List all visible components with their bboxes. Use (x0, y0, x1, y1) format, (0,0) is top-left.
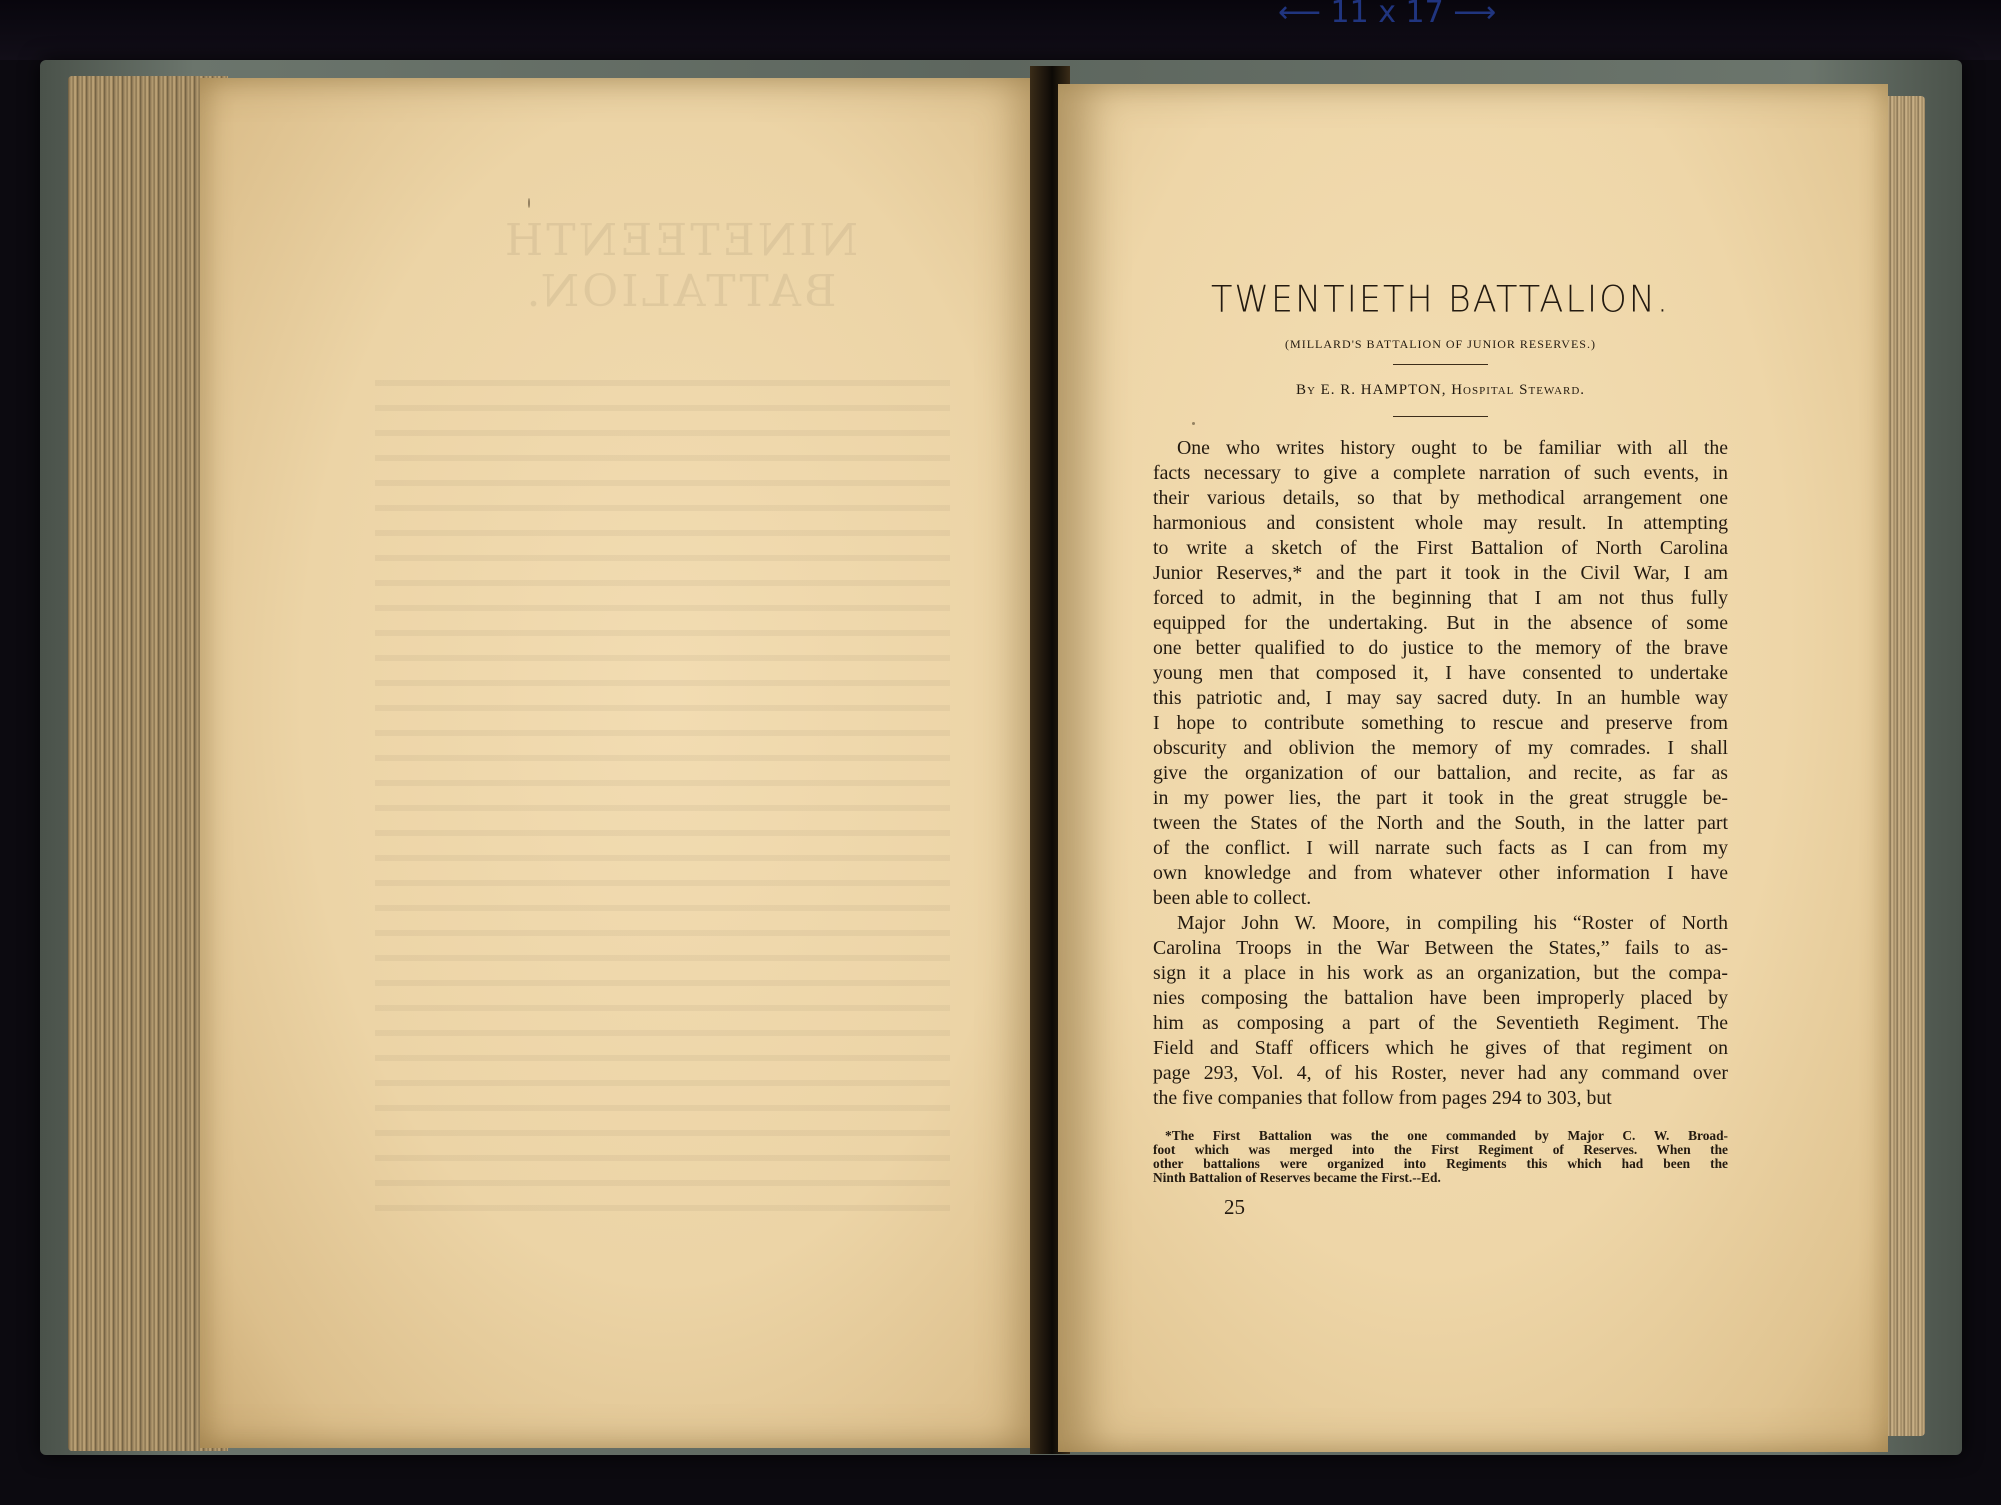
text-line: tween the States of the North and the South, in the latter part (1153, 812, 1728, 834)
paper-speck (528, 198, 530, 208)
footnote-line: *The First Battalion was the one commanded by Major C. W. Broad- (1165, 1128, 1728, 1143)
footnote-line: other battalions were organized into Regiments this which had been the (1153, 1156, 1728, 1171)
scan-size-marker: ⟵ 11 x 17 ⟶ (1278, 0, 1497, 26)
text-line: Junior Reserves,* and the part it took in the Civil War, I am (1153, 562, 1728, 584)
paragraph-2 (1153, 911, 1728, 1111)
text-line: one better qualified to do justice to the memory of the brave (1153, 637, 1728, 659)
title-rule (1393, 364, 1488, 365)
text-line: own knowledge and from whatever other information I have (1153, 862, 1728, 884)
left-page-bleed-through-text (375, 380, 950, 1220)
page-title: TWENTIETH BATTALION. (1210, 279, 1671, 321)
text-line: One who writes history ought to be familiar with all the (1177, 437, 1728, 459)
text-line: him as composing a part of the Seventieth Regiment. The (1153, 1012, 1728, 1034)
text-line: to write a sketch of the First Battalion of North Carolina (1153, 537, 1728, 559)
text-line: the five companies that follow from pages 294 to 303, but (1153, 1087, 1612, 1109)
text-line: give the organization of our battalion, and recite, as far as (1153, 762, 1728, 784)
footnote-line: Ninth Battalion of Reserves became the First.--Ed. (1153, 1170, 1441, 1185)
page-subtitle: (MILLARD'S BATTALION OF JUNIOR RESERVES.) (1285, 337, 1596, 351)
footnote-line: foot which was merged into the First Regiment of Reserves. When the (1153, 1142, 1728, 1157)
byline-rule (1393, 416, 1488, 417)
scan-background (0, 0, 2001, 60)
text-line: nies composing the battalion have been improperly placed by (1153, 987, 1728, 1009)
text-line: forced to admit, in the beginning that I am not thus fully (1153, 587, 1728, 609)
footnote (1153, 1129, 1728, 1185)
text-line: in my power lies, the part it took in the great struggle be- (1153, 787, 1728, 809)
text-line: obscurity and oblivion the memory of my comrades. I shall (1153, 737, 1728, 759)
text-line: Carolina Troops in the War Between the States,” fails to as- (1153, 937, 1728, 959)
text-line: sign it a place in his work as an organization, but the compa- (1153, 962, 1728, 984)
text-line: facts necessary to give a complete narration of such events, in (1153, 462, 1728, 484)
text-line: their various details, so that by methodical arrangement one (1153, 487, 1728, 509)
text-line: Major John W. Moore, in compiling his “Roster of North (1177, 912, 1728, 934)
byline: By E. R. HAMPTON, Hospital Steward. (1295, 382, 1586, 398)
text-line: harmonious and consistent whole may result. In attempting (1153, 512, 1728, 534)
text-line: page 293, Vol. 4, of his Roster, never had any command over (1153, 1062, 1728, 1084)
text-line: I hope to contribute something to rescue and preserve from (1153, 712, 1728, 734)
text-line: equipped for the undertaking. But in the absence of some (1153, 612, 1728, 634)
text-line: been able to collect. (1153, 887, 1312, 909)
page-number: 25 (1224, 1195, 1245, 1219)
left-page-bleed-through-title: NINETEENTH BATTALION. (501, 215, 859, 317)
text-line: this patriotic and, I may say sacred duty. In an humble way (1153, 687, 1728, 709)
paragraph-1 (1153, 436, 1728, 911)
text-line: young men that composed it, I have consented to undertake (1153, 662, 1728, 684)
text-line: Field and Staff officers which he gives of that regiment on (1153, 1037, 1728, 1059)
right-page-content (1153, 280, 1728, 1220)
text-line: of the conflict. I will narrate such facts as I can from my (1153, 837, 1728, 859)
